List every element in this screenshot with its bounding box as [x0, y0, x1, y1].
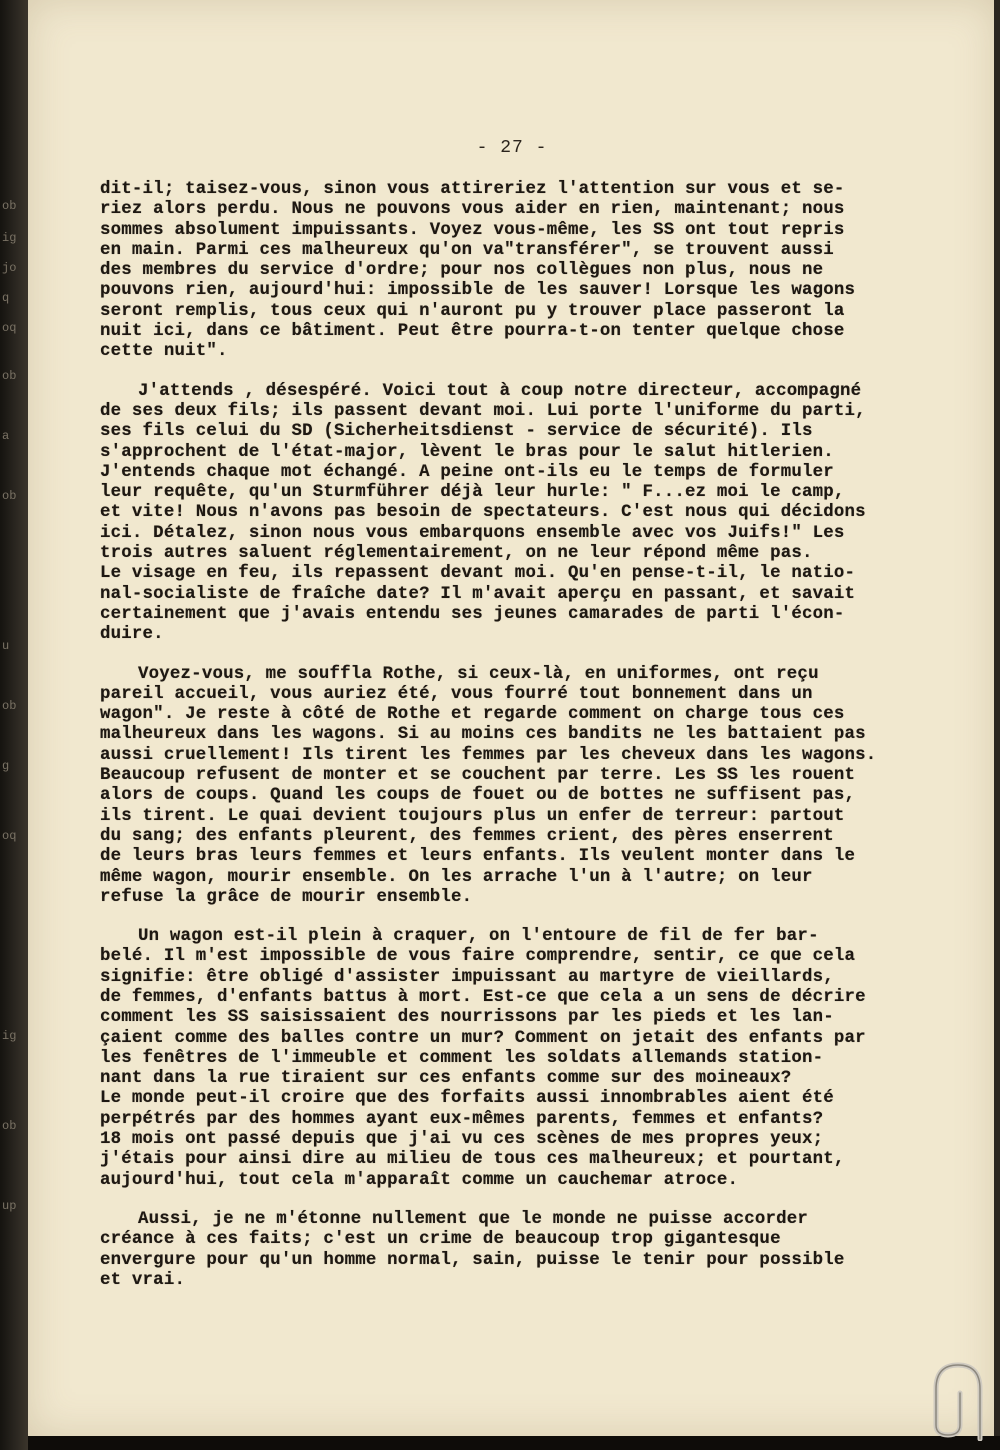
- text-line: créance à ces faits; c'est un crime de beaucoup trop gigantesque: [100, 1230, 781, 1250]
- text-line: trois autres saluent réglementairement, on ne leur répond même pas.: [100, 544, 813, 564]
- text-line: Le monde peut-il croire que des forfaits aussi innombrables aient été: [100, 1089, 834, 1109]
- text-line: wagon". Je reste à côté de Rothe et regarde comment on charge tous ces: [100, 705, 845, 725]
- text-line: refuse la grâce de mourir ensemble.: [100, 887, 473, 907]
- text-line: s'approchent de l'état-major, lèvent le bras pour le salut hitlerien.: [100, 442, 834, 462]
- text-line: Le visage en feu, ils repassent devant moi. Qu'en pense-t-il, le natio-: [100, 564, 856, 584]
- paragraph-4: [100, 927, 980, 1191]
- text-line: sommes absolument impuissants. Voyez vous-même, les SS ont tout repris: [100, 220, 845, 240]
- text-line: 18 mois ont passé depuis que j'ai vu ces scènes de mes propres yeux;: [100, 1130, 824, 1150]
- bleed-through-mark: q: [2, 291, 10, 305]
- bleed-through-mark: oq: [2, 829, 17, 843]
- text-line: ils tirent. Le quai devient toujours plus un enfer de terreur: partout: [100, 806, 845, 826]
- text-line: Voyez-vous, me souffla Rothe, si ceux-là, en uniformes, ont reçu: [138, 664, 819, 684]
- text-line: belé. Il m'est impossible de vous faire comprendre, sentir, ce que cela: [100, 947, 856, 967]
- text-line: Aussi, je ne m'étonne nullement que le monde ne puisse accorder: [138, 1209, 809, 1229]
- bleed-through-mark: ig: [2, 1029, 17, 1043]
- text-line: ici. Détalez, sinon nous vous embarquons ensemble avec vos Juifs!" Les: [100, 523, 845, 543]
- binding-strip: [0, 0, 28, 1450]
- bleed-through-mark: g: [2, 759, 10, 773]
- text-line: Un wagon est-il plein à craquer, on l'entoure de fil de fer bar-: [138, 927, 819, 947]
- text-line: leur requête, qu'un Sturmführer déjà leur hurle: " F...ez moi le camp,: [100, 483, 845, 503]
- text-line: aussi cruellement! Ils tirent les femmes par les cheveux dans les wagons.: [100, 745, 877, 765]
- text-line: çaient comme des balles contre un mur? Comment on jetait des enfants par: [100, 1028, 866, 1048]
- text-line: comment les SS saisissaient des nourrissons par les pieds et les lan-: [100, 1008, 834, 1028]
- text-line: duire.: [100, 625, 164, 645]
- bleed-through-mark: ig: [2, 231, 17, 245]
- page-right-edge: [994, 0, 1000, 1450]
- text-line: en main. Parmi ces malheureux qu'on va"transférer", se trouvent aussi: [100, 240, 834, 260]
- text-line: seront remplis, tous ceux qui n'auront pu y trouver place passeront la: [100, 301, 845, 321]
- text-line: dit-il; taisez-vous, sinon vous attireriez l'attention sur vous et se-: [100, 180, 845, 199]
- text-line: pouvons rien, aujourd'hui: impossible de les sauver! Lorsque les wagons: [100, 281, 856, 301]
- paragraph-1: [100, 180, 980, 363]
- text-line: malheureux dans les wagons. Si au moins ces bandits ne les battaient pas: [100, 725, 866, 745]
- bleed-through-mark: up: [2, 1199, 17, 1213]
- typewritten-page: [28, 0, 996, 1436]
- text-line: et vrai.: [100, 1270, 186, 1290]
- text-line: certainement que j'avais entendu ses jeunes camarades de parti l'écon-: [100, 604, 845, 624]
- text-line: J'entends chaque mot échangé. A peine ont-ils eu le temps de formuler: [100, 462, 834, 482]
- bleed-through-mark: ob: [2, 699, 17, 713]
- bleed-through-mark: oq: [2, 321, 17, 335]
- text-line: cette nuit".: [100, 342, 228, 362]
- body-text: [100, 180, 980, 1310]
- text-line: les fenêtres de l'immeuble et comment les soldats allemands station-: [100, 1048, 824, 1068]
- text-line: nant dans la rue tiraient sur ces enfants comme sur des moineaux?: [100, 1069, 792, 1089]
- bleed-through-mark: a: [2, 429, 10, 443]
- page-number: - 27 -: [476, 138, 548, 158]
- paragraph-3: [100, 665, 980, 909]
- text-line: J'attends , désespéré. Voici tout à coup notre directeur, accompagné: [138, 381, 862, 401]
- text-line: même wagon, mourir ensemble. On les arrache l'un à l'autre; on leur: [100, 867, 813, 887]
- bleed-through-mark: ob: [2, 369, 17, 383]
- text-line: signifie: être obligé d'assister impuissant au martyre de vieillards,: [100, 967, 834, 987]
- text-line: pareil accueil, vous auriez été, vous fourré tout bonnement dans un: [100, 684, 813, 704]
- page-bottom-edge: [28, 1436, 1000, 1450]
- text-line: aujourd'hui, tout cela m'apparaît comme un cauchemar atroce.: [100, 1170, 739, 1190]
- bleed-through-mark: u: [2, 639, 10, 653]
- paper-clip-icon: [922, 1355, 986, 1441]
- text-line: alors de coups. Quand les coups de fouet ou de bottes ne suffisent pas,: [100, 786, 856, 806]
- text-line: envergure pour qu'un homme normal, sain, puisse le tenir pour possible: [100, 1250, 845, 1270]
- text-line: Beaucoup refusent de monter et se couchent par terre. Les SS les rouent: [100, 766, 856, 786]
- text-line: de ses deux fils; ils passent devant moi. Lui porte l'uniforme du parti,: [100, 401, 866, 421]
- paragraph-5: [100, 1210, 980, 1291]
- text-line: j'étais pour ainsi dire au milieu de tous ces malheureux; et pourtant,: [100, 1150, 845, 1170]
- text-line: riez alors perdu. Nous ne pouvons vous aider en rien, maintenant; nous: [100, 200, 845, 220]
- text-line: perpétrés par des hommes ayant eux-mêmes parents, femmes et enfants?: [100, 1109, 824, 1129]
- text-line: nal-socialiste de fraîche date? Il m'avait aperçu en passant, et savait: [100, 584, 856, 604]
- text-line: nuit ici, dans ce bâtiment. Peut être pourra-t-on tenter quelque chose: [100, 322, 845, 342]
- text-line: de femmes, d'enfants battus à mort. Est-ce que cela a un sens de décrire: [100, 987, 866, 1007]
- bleed-through-mark: ob: [2, 1119, 17, 1133]
- bleed-through-mark: ob: [2, 489, 17, 503]
- text-line: et vite! Nous n'avons pas besoin de spectateurs. C'est nous qui décidons: [100, 503, 866, 523]
- bleed-through-mark: jo: [2, 261, 17, 275]
- text-line: de leurs bras leurs femmes et leurs enfants. Ils veulent monter dans le: [100, 847, 856, 867]
- bleed-through-mark: ob: [2, 199, 17, 213]
- text-line: du sang; des enfants pleurent, des femmes crient, des pères enserrent: [100, 826, 834, 846]
- text-line: des membres du service d'ordre; pour nos collègues non plus, nous ne: [100, 261, 824, 281]
- paragraph-2: [100, 382, 980, 646]
- text-line: ses fils celui du SD (Sicherheitsdienst - service de sécurité). Ils: [100, 422, 813, 442]
